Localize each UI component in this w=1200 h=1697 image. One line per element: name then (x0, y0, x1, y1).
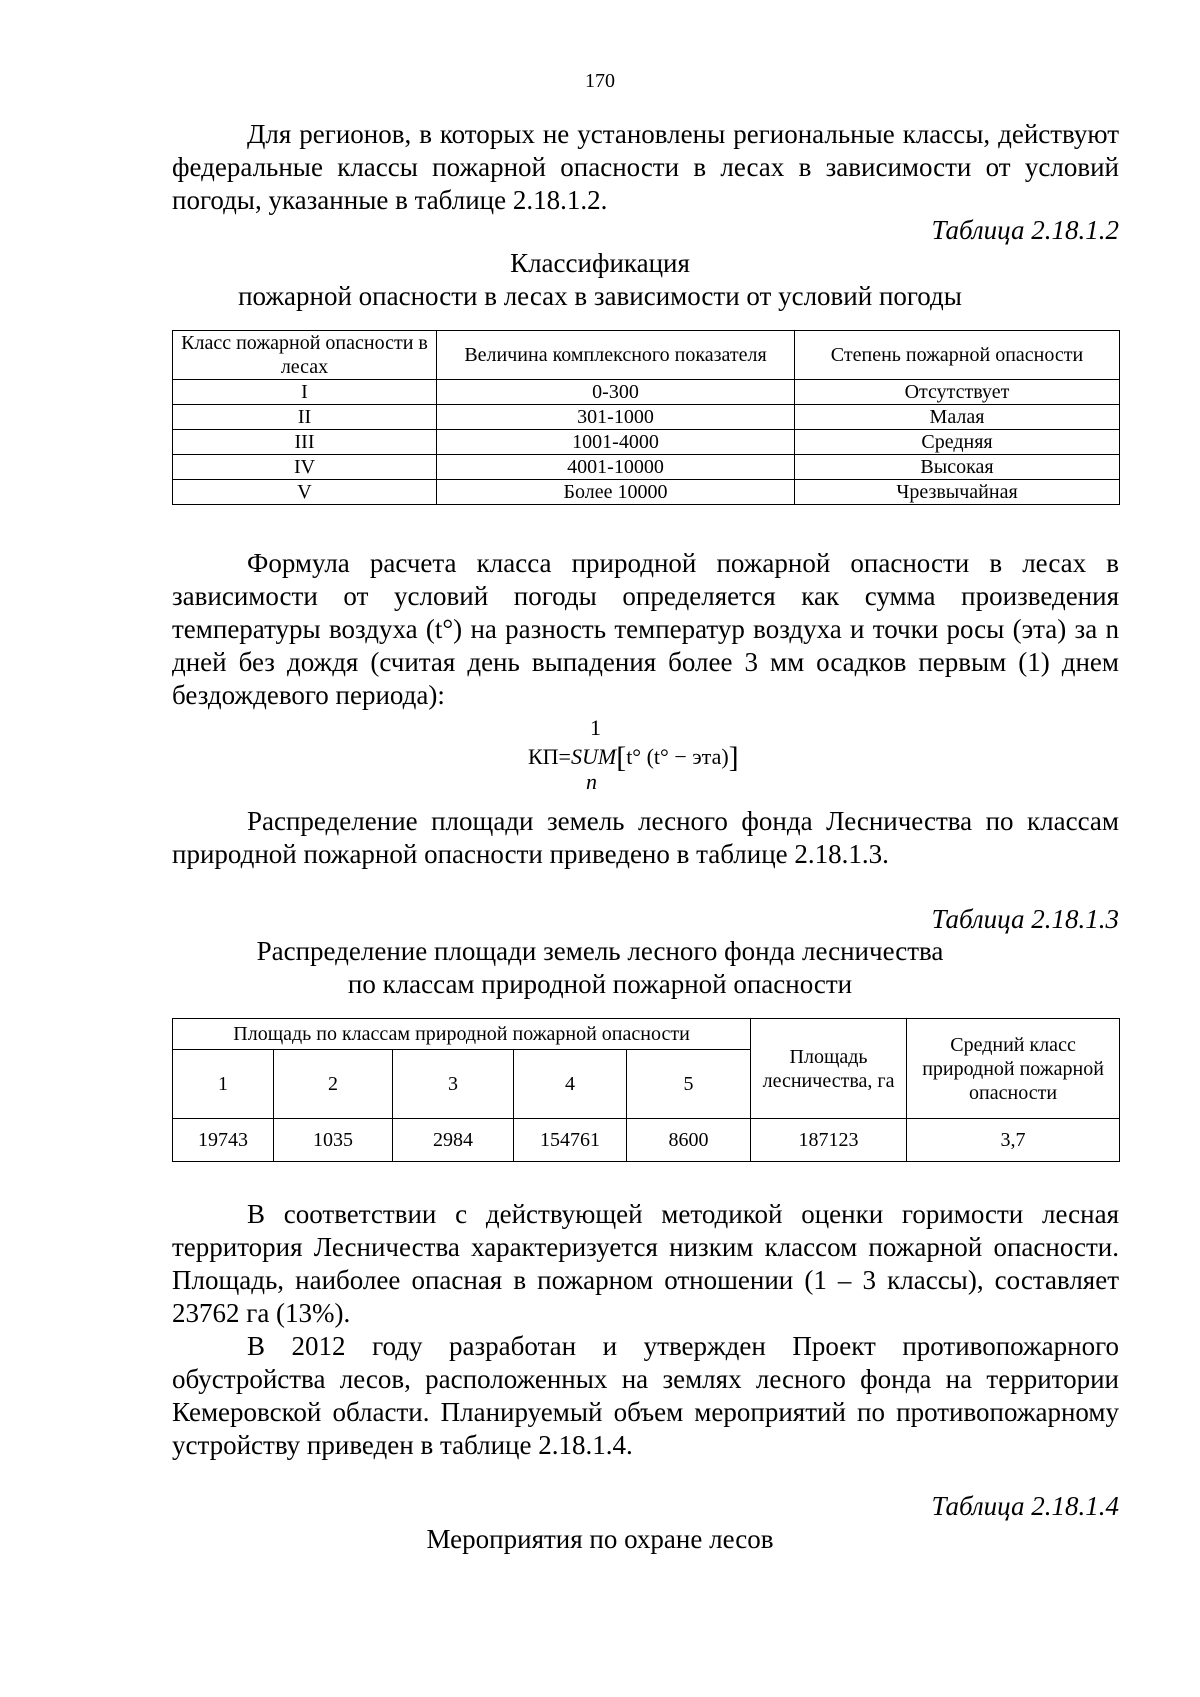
table-row (173, 380, 1120, 405)
cell-class: I (173, 380, 437, 405)
table-title-line1: Классификация (510, 248, 690, 278)
cell-degree: Средняя (795, 430, 1120, 455)
formula-upper-limit: 1 (590, 715, 601, 740)
cell-class-5-area: 8600 (627, 1119, 751, 1162)
cell-class: IV (173, 455, 437, 480)
formula-inner: t° (t° − эта) (626, 744, 729, 769)
formula-left: КП= (528, 744, 571, 769)
header-class-1: 1 (173, 1050, 274, 1119)
table-row (173, 430, 1120, 455)
table-caption-2-18-1-2: Таблица 2.18.1.2 (931, 215, 1119, 245)
header-class-3: 3 (393, 1050, 514, 1119)
cell-class: II (173, 405, 437, 430)
header-class-2: 2 (274, 1050, 393, 1119)
cell-index: 1001-4000 (437, 430, 795, 455)
table-header-row (173, 1019, 1120, 1050)
header-degree: Степень пожарной опасности (795, 331, 1120, 380)
cell-class: V (173, 480, 437, 505)
header-area-by-class: Площадь по классам природной пожарной опасности (173, 1019, 751, 1050)
cell-index: 4001-10000 (437, 455, 795, 480)
page-number: 170 (585, 70, 615, 92)
table3-title: Мероприятия по охране лесов (426, 1524, 774, 1554)
header-index: Величина комплексного показателя (437, 331, 795, 380)
table-row (173, 480, 1120, 505)
cell-index: 0-300 (437, 380, 795, 405)
formula-lower-limit: n (586, 769, 597, 794)
cell-degree: Малая (795, 405, 1120, 430)
table2-title-line2: по классам природной пожарной опасности (347, 969, 853, 999)
cell-degree: Высокая (795, 455, 1120, 480)
formula-sum: SUM (570, 744, 617, 769)
cell-class-3-area: 2984 (393, 1119, 514, 1162)
paragraph-distribution: Распределение площади земель лесного фонда Лесничества по классам природной пожарной опасности приведено в таблице 2.18.1.3. (172, 806, 1119, 869)
paragraph-conclusion: В соответствии с действующей методикой оценки горимости лесная территория Лесничества характеризуется низким классом пожарной опасности. Площадь, наиболее опасная в пожарном отношении (1 – 3 классы), составляет 23762 га (13%). (172, 1199, 1119, 1328)
paragraph-intro: Для регионов, в которых не установлены региональные классы, действуют федеральные классы пожарной опасности в лесах в зависимости от условий погоды, указанные в таблице 2.18.1.2. (172, 119, 1119, 215)
fire-class-table (172, 330, 1120, 505)
table-header-row (173, 331, 1120, 380)
cell-class-4-area: 154761 (514, 1119, 627, 1162)
table-row (173, 405, 1120, 430)
cell-class: III (173, 430, 437, 455)
table-caption-2-18-1-3: Таблица 2.18.1.3 (931, 904, 1119, 934)
formula (0, 715, 1200, 795)
header-class-4: 4 (514, 1050, 627, 1119)
cell-average-class: 3,7 (907, 1119, 1120, 1162)
table-row (173, 455, 1120, 480)
paragraph-project: В 2012 году разработан и утвержден Проект противопожарного обустройства лесов, расположенных на землях лесного фонда на территории Кемеровской области. Планируемый объем мероприятий по противопожарному устройству приведен в таблице 2.18.1.4. (172, 1331, 1119, 1460)
table-caption-2-18-1-4: Таблица 2.18.1.4 (931, 1491, 1119, 1521)
formula-body: КП=SUM[t° (t° − эта)] (528, 741, 739, 774)
cell-class-2-area: 1035 (274, 1119, 393, 1162)
cell-degree: Чрезвычайная (795, 480, 1120, 505)
cell-index: 301-1000 (437, 405, 795, 430)
header-forestry-area: Площадь лесничества, га (751, 1019, 907, 1119)
table-title-line2: пожарной опасности в лесах в зависимости от условий погоды (238, 281, 962, 311)
table2-title-line1: Распределение площади земель лесного фонда лесничества (256, 936, 944, 966)
paragraph-formula-description: Формула расчета класса природной пожарной опасности в лесах в зависимости от условий погоды определяется как сумма произведения температуры воздуха (t°) на разность температур воздуха и точки росы (эта) за n дней без дождя (считая день выпадения более 3 мм осадков первым (1) днем бездождевого периода): (172, 548, 1119, 710)
cell-class-1-area: 19743 (173, 1119, 274, 1162)
cell-index: Более 10000 (437, 480, 795, 505)
cell-forestry-area: 187123 (751, 1119, 907, 1162)
header-average-class: Средний класс природной пожарной опасности (907, 1019, 1120, 1119)
header-class-5: 5 (627, 1050, 751, 1119)
area-distribution-table (172, 1018, 1120, 1162)
table-row (173, 1119, 1120, 1162)
header-class: Класс пожарной опасности в лесах (173, 331, 437, 380)
cell-degree: Отсутствует (795, 380, 1120, 405)
